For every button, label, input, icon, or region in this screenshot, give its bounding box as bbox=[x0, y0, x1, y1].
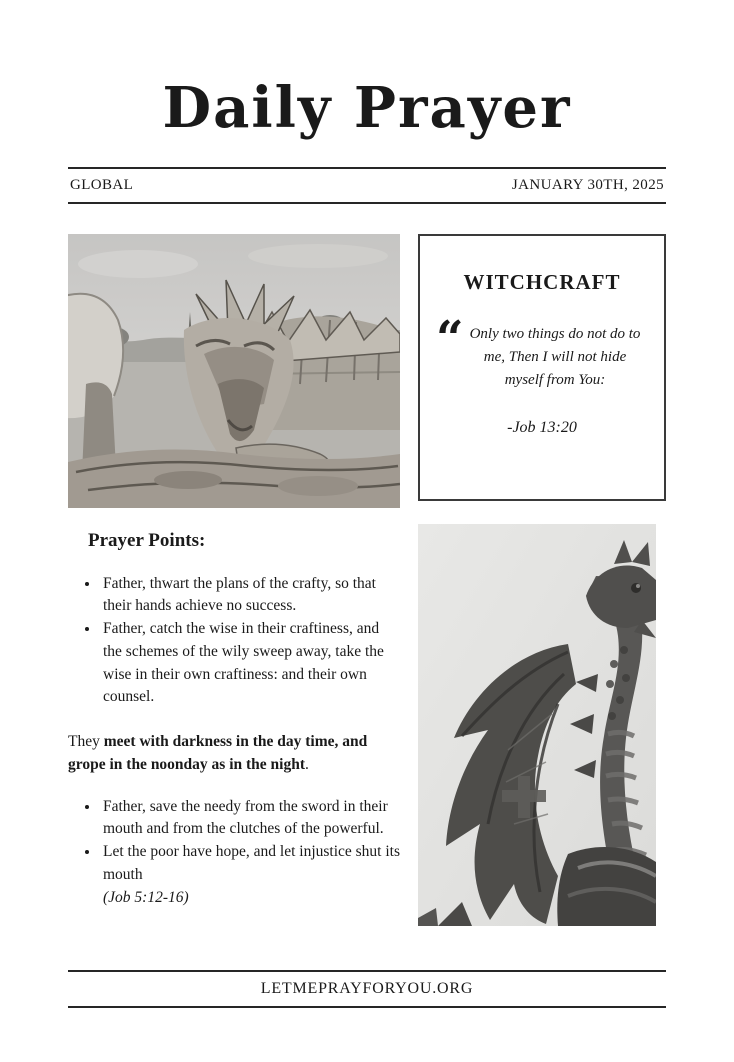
list-item bbox=[100, 841, 400, 909]
newsletter-header bbox=[0, 38, 734, 204]
quote-block bbox=[436, 310, 644, 393]
scripture-reference: (Job 5:12-16) bbox=[103, 888, 189, 906]
top-section bbox=[68, 234, 666, 508]
dragon-carving-photo bbox=[68, 234, 400, 508]
edition-bar bbox=[68, 167, 666, 204]
list-item: • Father, save the needy from the sword in their mouth and from the clutches of the powerful. bbox=[100, 796, 400, 842]
quote-citation: -Job 13:20 bbox=[507, 419, 577, 437]
quote-icon: “ bbox=[436, 310, 464, 367]
prayer-points-list-1 bbox=[68, 573, 400, 710]
dragon-carving-illustration bbox=[68, 234, 400, 508]
emphasis-prefix: They bbox=[68, 733, 104, 751]
feature-box bbox=[418, 234, 666, 501]
feature-title: WITCHCRAFT bbox=[463, 269, 621, 294]
list-item: • Father, catch the wise in their craftiness, and the schemes of the wily sweep away, take the wise in their own craftiness: and their own counsel. bbox=[100, 618, 400, 709]
prayer-points-heading: Prayer Points: bbox=[88, 529, 206, 551]
masthead-title: Daily Prayer bbox=[162, 74, 572, 141]
dragon-statue-illustration bbox=[418, 524, 656, 926]
emphasis-paragraph bbox=[68, 730, 400, 777]
prayer-section bbox=[68, 524, 666, 926]
list-item: • Father, thwart the plans of the crafty, so that their hands achieve no success. bbox=[100, 573, 400, 619]
emphasis-suffix: . bbox=[305, 756, 309, 774]
footer-url: LETMEPRAYFORYOU.ORG bbox=[260, 979, 474, 997]
emphasis-bold: meet with darkness in the day time, and grope in the noonday as in the night bbox=[68, 733, 368, 774]
dragon-statue-photo bbox=[418, 524, 656, 926]
prayer-points-list-2 bbox=[68, 796, 400, 910]
prayer-points-column bbox=[68, 524, 400, 926]
issue-date: JANUARY 30TH, 2025 bbox=[511, 176, 664, 193]
quote-text: Only two things do not do to me, Then I will not hide myself from You: bbox=[469, 325, 641, 389]
list-item-text: Let the poor have hope, and let injustice shut its mouth bbox=[103, 843, 401, 884]
edition-label: GLOBAL bbox=[70, 176, 134, 193]
footer-bar bbox=[68, 970, 666, 1008]
